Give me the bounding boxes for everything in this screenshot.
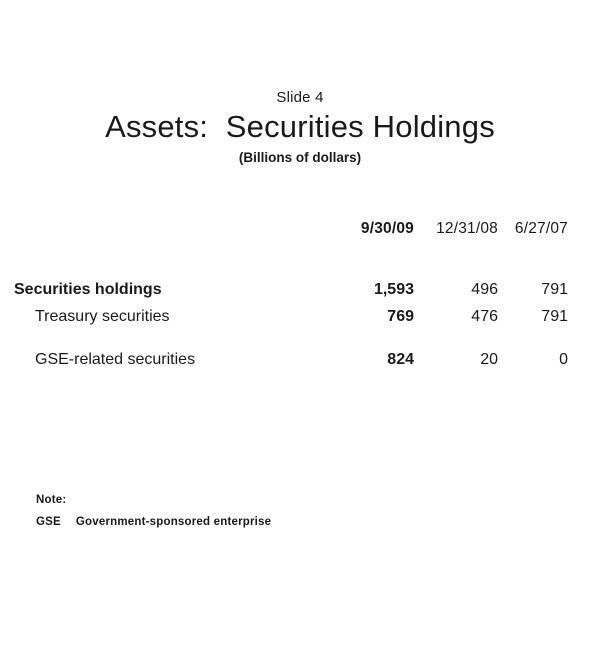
table-row-treasury-securities bbox=[14, 299, 568, 326]
row-label: Treasury securities bbox=[35, 308, 170, 325]
table-row-securities-holdings bbox=[14, 272, 568, 299]
column-header-date-1: 9/30/09 bbox=[360, 220, 414, 237]
subtitle-units: (Billions of dollars) bbox=[238, 150, 362, 165]
cell-value: 769 bbox=[387, 308, 414, 325]
column-header-date-2: 12/31/08 bbox=[436, 220, 498, 237]
note-label: Note: bbox=[36, 494, 67, 506]
cell-value: 476 bbox=[471, 308, 498, 325]
column-header-date-3: 6/27/07 bbox=[514, 220, 568, 237]
cell-value: 791 bbox=[541, 308, 568, 325]
note-definition bbox=[36, 516, 271, 528]
row-label: GSE-related securities bbox=[35, 351, 196, 368]
row-label-header bbox=[14, 216, 344, 238]
spacer-row bbox=[14, 326, 568, 342]
row-label: Securities holdings bbox=[14, 281, 162, 298]
note-abbreviation: GSE bbox=[36, 516, 61, 528]
cell-value: 20 bbox=[480, 351, 498, 368]
cell-value: 496 bbox=[471, 281, 498, 298]
page-title: Assets: Securities Holdings bbox=[105, 109, 495, 144]
cell-value: 824 bbox=[387, 351, 414, 368]
slide-number: Slide 4 bbox=[276, 89, 324, 106]
note-block bbox=[36, 494, 271, 528]
note-text: Government-sponsored enterprise bbox=[75, 516, 272, 528]
cell-value: 791 bbox=[541, 281, 568, 298]
table-row-gse-related-securities bbox=[14, 342, 568, 369]
securities-holdings-table bbox=[14, 216, 568, 369]
spacer-row bbox=[14, 238, 568, 272]
cell-value: 1,593 bbox=[373, 281, 414, 298]
table-header-row bbox=[14, 216, 568, 238]
cell-value: 0 bbox=[559, 351, 568, 368]
